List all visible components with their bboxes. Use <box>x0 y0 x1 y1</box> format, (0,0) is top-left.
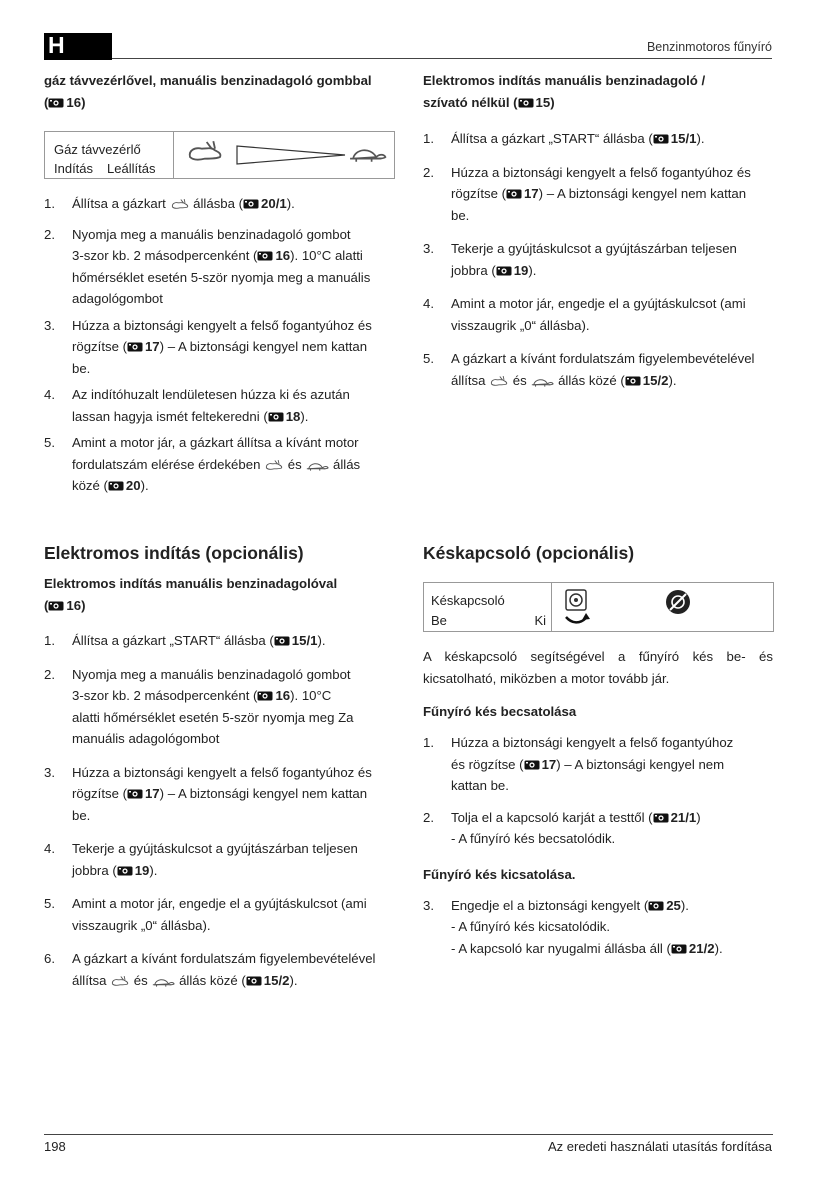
book-icon <box>653 134 669 144</box>
section-title-blade-switch: Késkapcsoló (opcionális) <box>423 543 635 563</box>
list-item: 5. Amint a motor jár, a gázkart állítsa a kívánt motor fordulatszám elérése érdekében és állás közé ( 20). <box>44 435 361 493</box>
book-icon <box>653 813 669 823</box>
list-item: 1. Húzza a biztonsági kengyelt a felső fogantyúhoz és rögzítse ( 17) – A biztonsági kengyel nem kattan be. <box>423 735 734 793</box>
list-item: 3. Húzza a biztonsági kengyelt a felső fogantyúhoz és rögzítse ( 17) – A biztonsági kengyel nem kattan be. <box>44 317 372 376</box>
book-icon <box>48 601 64 611</box>
list-item: 6. A gázkart a kívánt fordulatszám figyelembevételével állítsa és állás közé ( 15/2). <box>44 951 376 988</box>
list-item: 4. Tekerje a gyújtáskulcsot a gyújtászárban teljesen jobbra ( 19). <box>44 841 358 878</box>
left-bottom-steps <box>44 630 394 991</box>
list-item: 1. Állítsa a gázkart „START“ állásba ( 15/1). <box>423 131 705 146</box>
book-icon <box>506 189 522 199</box>
book-icon <box>671 944 687 954</box>
list-item: 2. Nyomja meg a manuális benzinadagoló gombot 3-szor kb. 2 másodpercenként ( 16). 10°C alatti hőmérséklet esetén 5-ször nyomja meg Za manuális adagológombot <box>44 666 354 746</box>
table-label-throttle: Gáz távvezérlő <box>54 142 141 157</box>
sub-heading-disengage: Fűnyíró kés kicsatolása. <box>423 866 576 882</box>
book-icon <box>257 251 273 261</box>
turtle-icon <box>350 150 385 161</box>
hare-icon <box>190 141 221 160</box>
hare-icon <box>110 975 130 988</box>
left-bottom-heading: Elektromos indítás manuális benzinadagolóval ( 16) <box>44 576 338 613</box>
list-item: 3. Engedje el a biztonsági kengyelt ( 25). - A fűnyíró kés kicsatolódik. - A kapcsoló kar nyugalmi állásba áll ( 21/2). <box>423 897 723 956</box>
hare-icon <box>170 198 190 211</box>
right-top-heading: Elektromos indítás manuális benzinadagoló / szívató nélkül ( 15) <box>423 73 706 110</box>
book-icon <box>108 481 124 491</box>
table-label-start: Indítás <box>54 161 94 176</box>
list-item: 5. Amint a motor jár, engedje el a gyújtáskulcsot (ami visszaugrik „0“ állásba). <box>44 896 367 933</box>
hare-icon <box>264 459 284 472</box>
throttle-symbol-graphic <box>185 138 390 172</box>
section-title-electric-start: Elektromos indítás (opcionális) <box>44 543 304 563</box>
book-icon <box>246 976 262 986</box>
table-label-stop: Leállítás <box>107 161 156 176</box>
list-item: 2. Nyomja meg a manuális benzinadagoló gombot 3-szor kb. 2 másodpercenként ( 16). 10°C alatti hőmérséklet esetén 5-ször nyomja meg a manuális adagológombot <box>44 226 371 306</box>
list-item: 2. Húzza a biztonsági kengyelt a felső fogantyúhoz és rögzítse ( 17) – A biztonsági kengyel nem kattan be. <box>423 164 751 223</box>
list-item: 2. Tolja el a kapcsoló karját a testtől ( 21/1) - A fűnyíró kés becsatolódik. <box>423 809 701 846</box>
book-icon <box>625 376 641 386</box>
left-top-heading: gáz távvezérlővel, manuális benzinadagoló gombbal ( 16) <box>44 73 372 110</box>
header-divider <box>112 58 772 59</box>
book-icon <box>257 691 273 701</box>
book-icon <box>496 266 512 276</box>
table-label-blade-switch: Késkapcsoló <box>431 593 505 608</box>
book-icon <box>648 901 664 911</box>
hare-icon <box>489 375 509 388</box>
language-code: H <box>48 32 65 58</box>
throttle-table <box>44 131 395 179</box>
header-title: Benzinmotoros fűnyíró <box>646 40 772 54</box>
book-icon <box>524 760 540 770</box>
right-top-section <box>423 70 773 391</box>
book-icon <box>127 342 143 352</box>
engage-steps <box>423 732 773 850</box>
language-badge <box>44 33 112 60</box>
book-icon <box>274 636 290 646</box>
left-bottom-section <box>44 543 394 991</box>
sub-heading-engage: Fűnyíró kés becsatolása <box>423 704 577 719</box>
list-item: 3. Húzza a biztonsági kengyelt a felső fogantyúhoz és rögzítse ( 17) – A biztonsági kengyel nem kattan be. <box>44 764 372 823</box>
right-bottom-section <box>423 543 773 959</box>
list-item: 5. A gázkart a kívánt fordulatszám figyelembevételével állítsa és állás közé ( 15/2). <box>423 351 755 388</box>
left-top-section <box>44 70 394 497</box>
turtle-icon <box>530 376 554 388</box>
book-icon <box>127 789 143 799</box>
left-top-steps <box>44 193 394 497</box>
book-icon <box>48 98 64 108</box>
turtle-icon <box>151 976 175 988</box>
page-number: 198 <box>44 1139 66 1154</box>
footer-text: Az eredeti használati utasítás fordítása <box>547 1139 772 1154</box>
footer-divider <box>44 1134 773 1135</box>
book-icon <box>518 98 534 108</box>
table-label-on: Be <box>431 613 447 628</box>
book-icon <box>243 199 259 209</box>
list-item: 4. Amint a motor jár, engedje el a gyújtáskulcsot (ami visszaugrik „0“ állásba). <box>423 296 746 333</box>
right-top-steps <box>423 128 773 391</box>
list-item: 1. Állítsa a gázkart „START“ állásba ( 15/1). <box>44 633 326 648</box>
list-item: 3. Tekerje a gyújtáskulcsot a gyújtászárban teljesen jobbra ( 19). <box>423 241 737 278</box>
list-item: 1. Állítsa a gázkart állásba ( 20/1). <box>44 196 295 211</box>
book-icon <box>117 866 133 876</box>
blade-switch-intro: A késkapcsoló segítségével a fűnyíró kés be- és kicsatolható, miközben a motor tovább jár. <box>423 649 773 686</box>
blade-switch-table <box>423 582 774 632</box>
blade-engage-icon <box>562 588 592 626</box>
disengage-steps <box>423 895 773 960</box>
turtle-icon <box>305 460 329 472</box>
table-label-off: Ki <box>534 613 546 628</box>
book-icon <box>268 412 284 422</box>
blade-disengage-icon <box>664 588 692 616</box>
list-item: 4. Az indítóhuzalt lendületesen húzza ki és azután lassan hagyja ismét feltekeredni ( 18). <box>44 387 350 424</box>
